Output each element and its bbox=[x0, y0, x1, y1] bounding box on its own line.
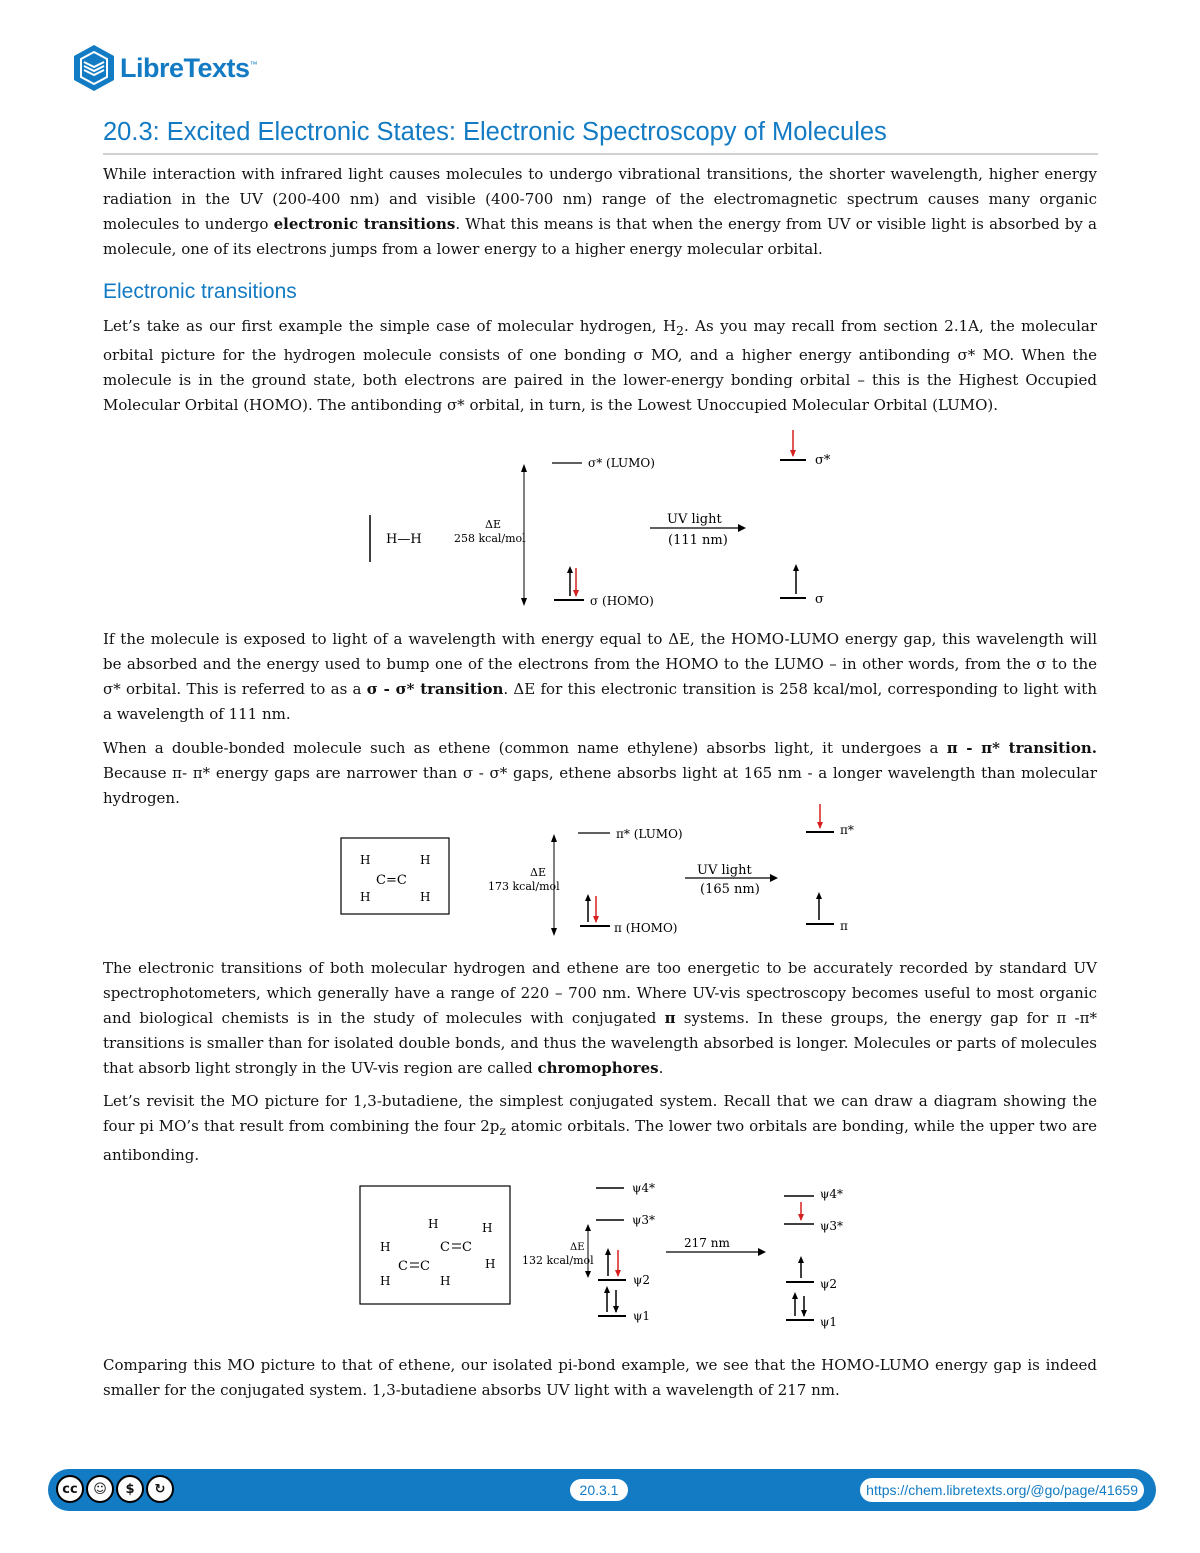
svg-text:π: π bbox=[840, 919, 848, 933]
svg-text:C: C bbox=[462, 1240, 472, 1255]
homo-label: σ (HOMO) bbox=[590, 594, 654, 608]
intro-bold: electronic transitions bbox=[273, 215, 456, 233]
logo-text: LibreTexts™ bbox=[120, 52, 258, 83]
svg-text:H: H bbox=[380, 1240, 391, 1254]
svg-text:ψ1: ψ1 bbox=[820, 1315, 838, 1329]
svg-text:π (HOMO): π (HOMO) bbox=[614, 921, 678, 935]
cc-icon: cc bbox=[56, 1475, 84, 1503]
logo-hexagon-icon bbox=[72, 44, 116, 92]
svg-text:ψ4*: ψ4* bbox=[820, 1187, 844, 1201]
svg-text:H: H bbox=[428, 1217, 439, 1231]
svg-text:258 kcal/mol: 258 kcal/mol bbox=[454, 532, 526, 545]
by-icon: ☺ bbox=[86, 1475, 114, 1503]
svg-text:(111 nm): (111 nm) bbox=[668, 533, 728, 548]
svg-text:σ: σ bbox=[815, 592, 824, 607]
svg-text:ψ4*: ψ4* bbox=[632, 1181, 656, 1195]
svg-text:π*: π* bbox=[840, 823, 854, 837]
butadiene-paragraph: Let’s revisit the MO picture for 1,3-butadiene, the simplest conjugated system. Recall that we can draw a diagram showing the four pi MO’s that result from combining the four $2p_z$ atomic orbitals. The lower two orbitals are bonding, while the upper two are antibonding. bbox=[103, 1092, 1097, 1164]
svg-text:σ*: σ* bbox=[815, 453, 831, 468]
svg-text:ψ3*: ψ3* bbox=[820, 1219, 844, 1233]
sa-icon: ↻ bbox=[146, 1475, 174, 1503]
svg-text:C=C: C=C bbox=[376, 873, 407, 888]
lumo-label: σ* (LUMO) bbox=[588, 456, 655, 470]
svg-text:H: H bbox=[420, 853, 431, 867]
svg-text:132 kcal/mol: 132 kcal/mol bbox=[522, 1254, 594, 1267]
page-number: 20.3.1 bbox=[570, 1479, 628, 1501]
page-url-link[interactable]: https://chem.libretexts.org/@go/page/41659 bbox=[860, 1478, 1144, 1502]
page-title: 20.3: Excited Electronic States: Electronic Spectroscopy of Molecules bbox=[103, 118, 1098, 155]
sigma-transition-paragraph: If the molecule is exposed to light of a wavelength with energy equal to ΔE, the HOMO-LUMO energy gap, this wavelength will be absorbed and the energy used to bump one of the electrons from the HOMO to the LUMO – in other words, from the σ to the σ* orbital. This is referred to as a σ - σ* transition. ΔE for this electronic transition is 258 kcal/mol, corresponding to light with a wavelength of 111 nm. bbox=[103, 630, 1097, 723]
ethene-mo-diagram bbox=[340, 800, 870, 945]
final-paragraph: Comparing this MO picture to that of ethene, our isolated pi-bond example, we see that the HOMO-LUMO energy gap is indeed smaller for the conjugated system. 1,3-butadiene absorbs UV light with a wavelength of 217 nm. bbox=[103, 1356, 1097, 1399]
svg-text:C: C bbox=[440, 1240, 450, 1255]
svg-text:ψ3*: ψ3* bbox=[632, 1213, 656, 1227]
svg-text:ψ1: ψ1 bbox=[633, 1309, 651, 1323]
svg-text:(165 nm): (165 nm) bbox=[700, 882, 760, 897]
svg-text:ΔE: ΔE bbox=[530, 866, 546, 879]
svg-text:π* (LUMO): π* (LUMO) bbox=[616, 827, 683, 841]
svg-text:H: H bbox=[482, 1221, 493, 1235]
intro-paragraph: While interaction with infrared light causes molecules to undergo vibrational transitions, the shorter wavelength, higher energy radiation in the UV (200-400 nm) and visible (400-700 nm) range of the electromagnetic spectrum causes many organic molecules to undergo electronic transitions. What this means is that when the energy from UV or visible light is absorbed by a molecule, one of its electrons jumps from a lower energy to a higher energy molecular orbital. bbox=[103, 165, 1097, 258]
svg-text:H: H bbox=[440, 1274, 451, 1288]
svg-text:ψ2: ψ2 bbox=[820, 1277, 838, 1291]
svg-text:ΔE: ΔE bbox=[570, 1242, 585, 1253]
svg-text:UV light: UV light bbox=[697, 863, 752, 878]
svg-text:UV light: UV light bbox=[667, 512, 722, 527]
section-heading: Electronic transitions bbox=[103, 280, 297, 303]
license-badge[interactable] bbox=[56, 1475, 174, 1503]
svg-text:173 kcal/mol: 173 kcal/mol bbox=[488, 880, 560, 893]
svg-text:C: C bbox=[398, 1259, 408, 1274]
svg-text:H: H bbox=[485, 1257, 496, 1271]
svg-text:217 nm: 217 nm bbox=[684, 1236, 730, 1250]
butadiene-mo-diagram bbox=[358, 1172, 858, 1340]
svg-text:C: C bbox=[420, 1259, 430, 1274]
h2-molecule: H—H bbox=[386, 532, 422, 547]
pi-transition-paragraph: When a double-bonded molecule such as ethene (common name ethylene) absorbs light, it undergoes a π - π* transition. Because π- π* energy gaps are narrower than σ - σ* gaps, ethene absorbs light at 165 nm - a longer wavelength than molecular hydrogen. bbox=[103, 739, 1098, 807]
svg-text:H: H bbox=[360, 890, 371, 904]
svg-text:ΔE: ΔE bbox=[485, 518, 501, 531]
hydrogen-paragraph: Let’s take as our first example the simple case of molecular hydrogen, $H_2$. As you may recall from section 2.1A, the molecular orbital picture for the hydrogen molecule consists of one bonding σ MO, and a higher energy antibonding σ* MO. When the molecule is in the ground state, both electrons are paired in the lower-energy bonding orbital – this is the Highest Occupied Molecular Orbital (HOMO). The antibonding σ* orbital, in turn, is the Lowest Unoccupied Molecular Orbital (LUMO). bbox=[103, 317, 1098, 414]
conjugated-paragraph: The electronic transitions of both molecular hydrogen and ethene are too energetic to be accurately recorded by standard UV spectrophotometers, which generally have a range of 220 – 700 nm. Where UV-vis spectroscopy becomes useful to most organic and biological chemists is in the study of molecules with conjugated π systems. In these groups, the energy gap for π -π* transitions is smaller than for isolated double bonds, and thus the wavelength absorbed is longer. Molecules or parts of molecules that absorb light strongly in the UV-vis region are called chromophores. bbox=[103, 959, 1097, 1077]
svg-text:H: H bbox=[380, 1274, 391, 1288]
svg-text:H: H bbox=[420, 890, 431, 904]
hydrogen-mo-diagram bbox=[360, 420, 860, 615]
svg-text:H: H bbox=[360, 853, 371, 867]
nc-icon: $ bbox=[116, 1475, 144, 1503]
svg-text:ψ2: ψ2 bbox=[633, 1273, 651, 1287]
libretexts-logo[interactable] bbox=[72, 40, 272, 96]
